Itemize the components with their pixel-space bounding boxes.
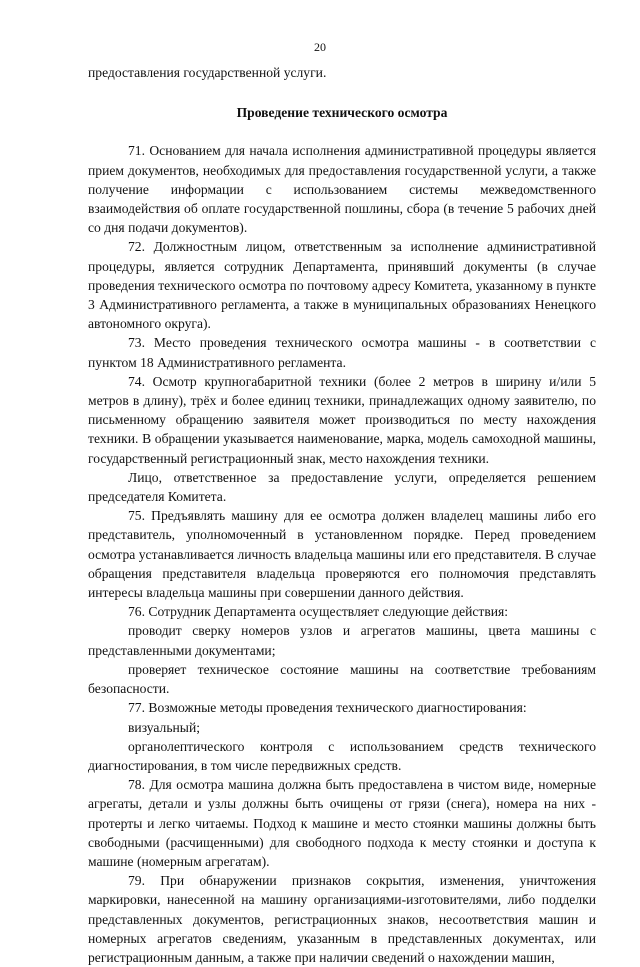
paragraph-77-item-1: визуальный;	[128, 719, 200, 735]
paragraph-72: 72. Должностным лицом, ответственным за исполнение административной процедуры, является сотрудник Департамента, принявший документы (в случае проведения технического осмотра по почтовому адресу Комитета, указанному в пункте 3 Административного регламента, а также в муниципальных образованиях Ненецкого автономного округа).	[88, 239, 596, 332]
paragraph-74: 74. Осмотр крупногабаритной техники (более 2 метров в ширину и/или 5 метров в длину), трёх и более единиц техники, принадлежащих одному заявителю, по письменному обращению заявителя может производиться по месту нахождения техники. В обращении указывается наименование, марка, модель самоходной машины, государственный регистрационный знак, место нахождения техники.	[88, 373, 596, 466]
paragraph-74-responsible: Лицо, ответственное за предоставление услуги, определяется решением председателя Комитета.	[88, 469, 596, 505]
paragraph-76-item-2: проверяет техническое состояние машины на соответствие требованиям безопасности.	[88, 661, 596, 697]
paragraph-77: 77. Возможные методы проведения технического диагностирования:	[128, 700, 527, 716]
paragraph-79: 79. При обнаружении признаков сокрытия, изменения, уничтожения маркировки, нанесенной на машину организациями-изготовителями, либо подделки представленных документов, регистрационных знаков, несоответствия машин и номерных агрегатов сведениям, указанным в представленных документах, или регистрационным данным, а также при наличии сведений о нахождении машин,	[88, 873, 596, 965]
continuation-text: предоставления государственной услуги.	[88, 65, 327, 80]
paragraph-76: 76. Сотрудник Департамента осуществляет следующие действия:	[128, 604, 509, 620]
paragraph-75: 75. Предъявлять машину для ее осмотра должен владелец машины либо его представитель, уполномоченный в установленном порядке. Перед проведением осмотра устанавливается личность владельца машины или его представителя. В случае обращения представителя владельца проверяются его полномочия представлять интересы владельца машины при совершении данного действия.	[88, 508, 596, 601]
section-title: Проведение технического осмотра	[236, 105, 448, 121]
page-number: 20	[314, 40, 326, 54]
document-body	[88, 63, 596, 967]
paragraph-76-item-1: проводит сверку номеров узлов и агрегатов машины, цвета машины с представленными документами;	[88, 623, 596, 658]
paragraph-73: 73. Место проведения технического осмотра машины - в соответствии с пунктом 18 Административного регламента.	[88, 335, 596, 370]
paragraph-77-item-2: органолептического контроля с использованием средств технического диагностирования, в том числе передвижных средств.	[88, 738, 596, 773]
paragraph-71: 71. Основанием для начала исполнения административной процедуры является прием документов, необходимых для предоставления государственной услуги, а также получение информации с использованием системы межведомственного взаимодействия об оплате государственной пошлины, сбора (в течение 5 рабочих дней со дня подачи документов).	[88, 143, 596, 236]
paragraph-78: 78. Для осмотра машина должна быть предоставлена в чистом виде, номерные агрегаты, детали и узлы должны быть очищены от грязи (снега), номера на них - протерты и легко читаемы. Подход к машине и место стоянки машины должны быть свободными (расчищенными) для свободного подхода к месту стоянки и доступа к машине (номерным агрегатам).	[88, 777, 596, 869]
